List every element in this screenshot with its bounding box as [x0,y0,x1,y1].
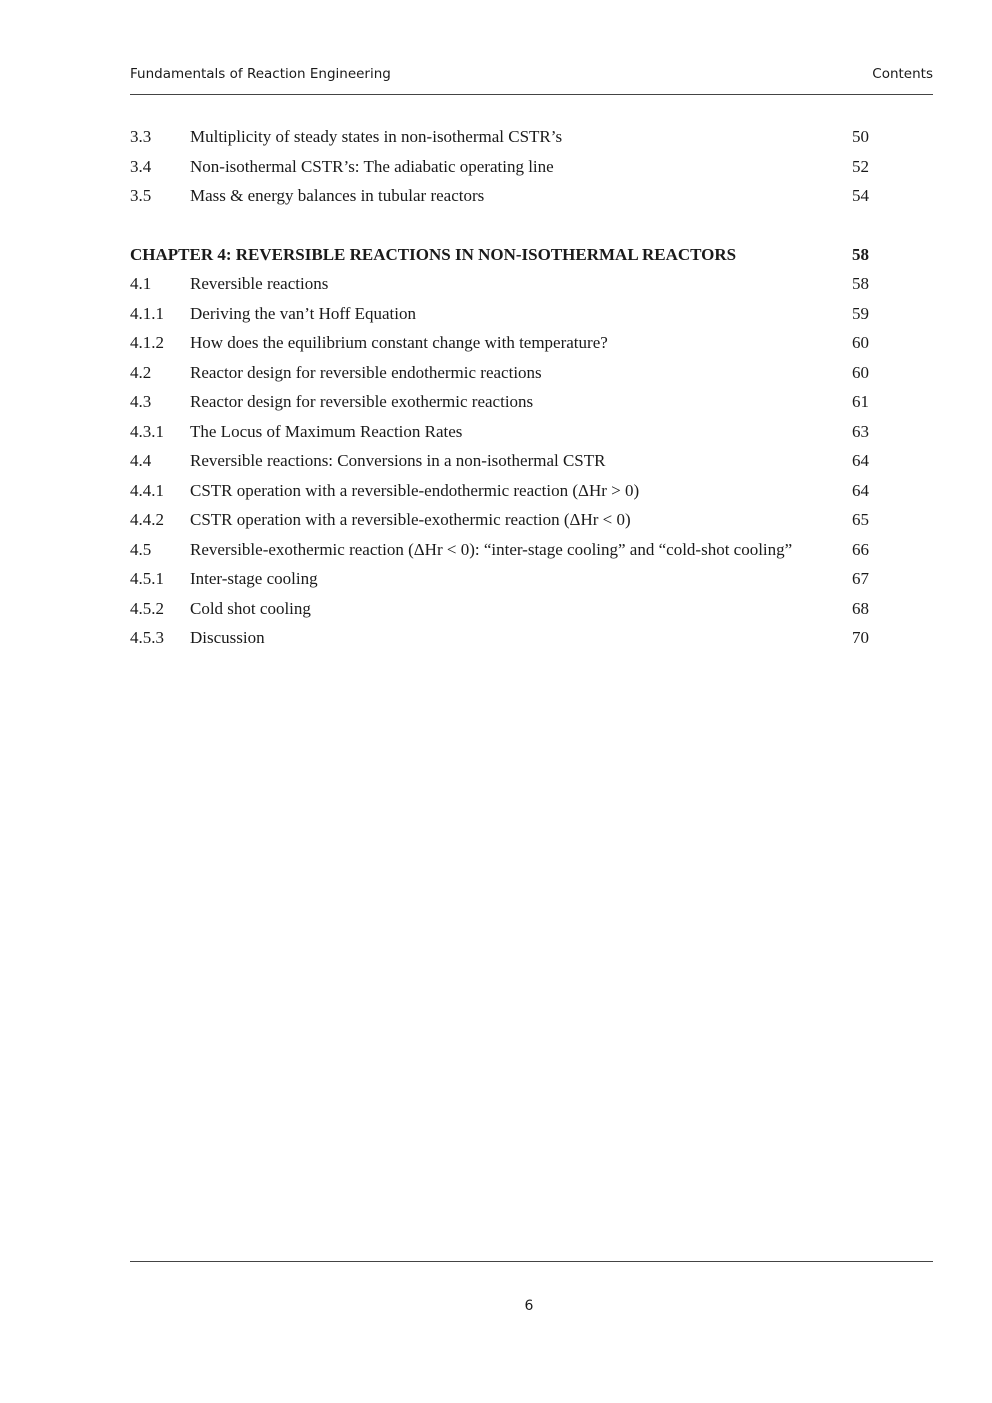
chapter-page: 58 [852,244,869,264]
toc-entry-number: 4.5.2 [130,598,164,618]
toc-entry-title: CSTR operation with a reversible-endothermic reaction (ΔHr > 0) [190,480,640,500]
section-spacer [130,211,869,240]
toc-entry-page: 70 [852,628,869,647]
toc-entry-number: 4.2 [130,362,152,382]
toc-entry[interactable] [130,269,869,299]
toc-entry-number: 4.4 [130,451,152,470]
running-header [130,66,933,86]
toc-entry[interactable] [130,476,869,506]
toc-entry[interactable] [130,299,869,329]
toc-entry-page: 66 [852,539,869,559]
toc-entry[interactable] [130,122,869,152]
page-number: 6 [524,1298,534,1314]
toc-entry[interactable] [130,387,869,417]
toc-entry-title: Cold shot cooling [190,598,311,618]
toc-entry-number: 4.3.1 [130,421,164,441]
toc-entry-number: 4.5 [130,539,152,559]
toc-entry-title: How does the equilibrium constant change with temperature? [190,333,608,352]
toc-entry[interactable] [130,152,869,182]
toc-entry-number: 4.1 [130,274,152,293]
toc-entry-title: Non-isothermal CSTR’s: The adiabatic operating line [190,156,554,176]
toc-entry-number: 3.5 [130,186,152,205]
toc-entry-title: Reactor design for reversible exothermic reactions [190,392,534,411]
toc-entry-page: 60 [852,362,869,382]
toc-entry-title: Reactor design for reversible endothermic reactions [190,362,542,382]
toc-entry-title: CSTR operation with a reversible-exothermic reaction (ΔHr < 0) [190,510,631,529]
toc-entry-page: 61 [852,392,869,411]
toc-entry[interactable] [130,535,869,565]
toc-entry[interactable] [130,181,869,211]
toc-entry-number: 4.1.1 [130,303,164,323]
header-section: Contents [872,66,933,82]
toc-entry-page: 60 [852,333,869,352]
toc-entry-number: 4.4.2 [130,510,164,529]
toc-chapter-heading[interactable] [130,240,869,270]
toc-entry-page: 54 [852,186,869,205]
toc-entry[interactable] [130,564,869,594]
toc-entry-title: Reversible-exothermic reaction (ΔHr < 0): “inter-stage cooling” and “cold-shot cooling” [190,539,793,559]
toc-entry-number: 3.4 [130,156,152,176]
header-book-title: Fundamentals of Reaction Engineering [130,66,391,82]
toc-entry-page: 63 [852,421,869,441]
toc-entry-page: 68 [852,598,869,618]
toc-entry-page: 58 [852,274,869,293]
toc-entry[interactable] [130,623,869,653]
toc-entry-number: 4.5.1 [130,569,164,588]
toc-entry-page: 59 [852,303,869,323]
table-of-contents [130,122,869,653]
footer-divider [130,1261,933,1262]
header-divider [130,94,933,95]
toc-entry-number: 4.3 [130,392,152,411]
toc-entry-page: 50 [852,127,869,146]
toc-entry-page: 64 [852,480,869,500]
toc-entry-title: Reversible reactions [190,274,329,293]
toc-entry[interactable] [130,328,869,358]
chapter-title: CHAPTER 4: REVERSIBLE REACTIONS IN NON-ISOTHERMAL REACTORS [130,244,737,264]
toc-entry-number: 4.5.3 [130,628,164,647]
toc-entry[interactable] [130,505,869,535]
toc-entry-number: 4.4.1 [130,480,164,500]
toc-entry[interactable] [130,417,869,447]
toc-entry-number: 4.1.2 [130,333,164,352]
toc-entry-title: Inter-stage cooling [190,569,318,588]
toc-entry-number: 3.3 [130,127,152,146]
toc-entry-page: 67 [852,569,869,588]
toc-entry-title: Deriving the van’t Hoff Equation [190,303,416,323]
toc-entry-title: Reversible reactions: Conversions in a non-isothermal CSTR [190,451,606,470]
toc-entry[interactable] [130,446,869,476]
toc-entry-title: Multiplicity of steady states in non-isothermal CSTR’s [190,127,563,146]
toc-entry[interactable] [130,358,869,388]
toc-entry-page: 52 [852,156,869,176]
toc-entry-title: The Locus of Maximum Reaction Rates [190,421,463,441]
toc-entry[interactable] [130,594,869,624]
toc-entry-page: 64 [852,451,869,470]
toc-entry-page: 65 [852,510,869,529]
toc-entry-title: Mass & energy balances in tubular reactors [190,186,485,205]
toc-entry-title: Discussion [190,628,265,647]
